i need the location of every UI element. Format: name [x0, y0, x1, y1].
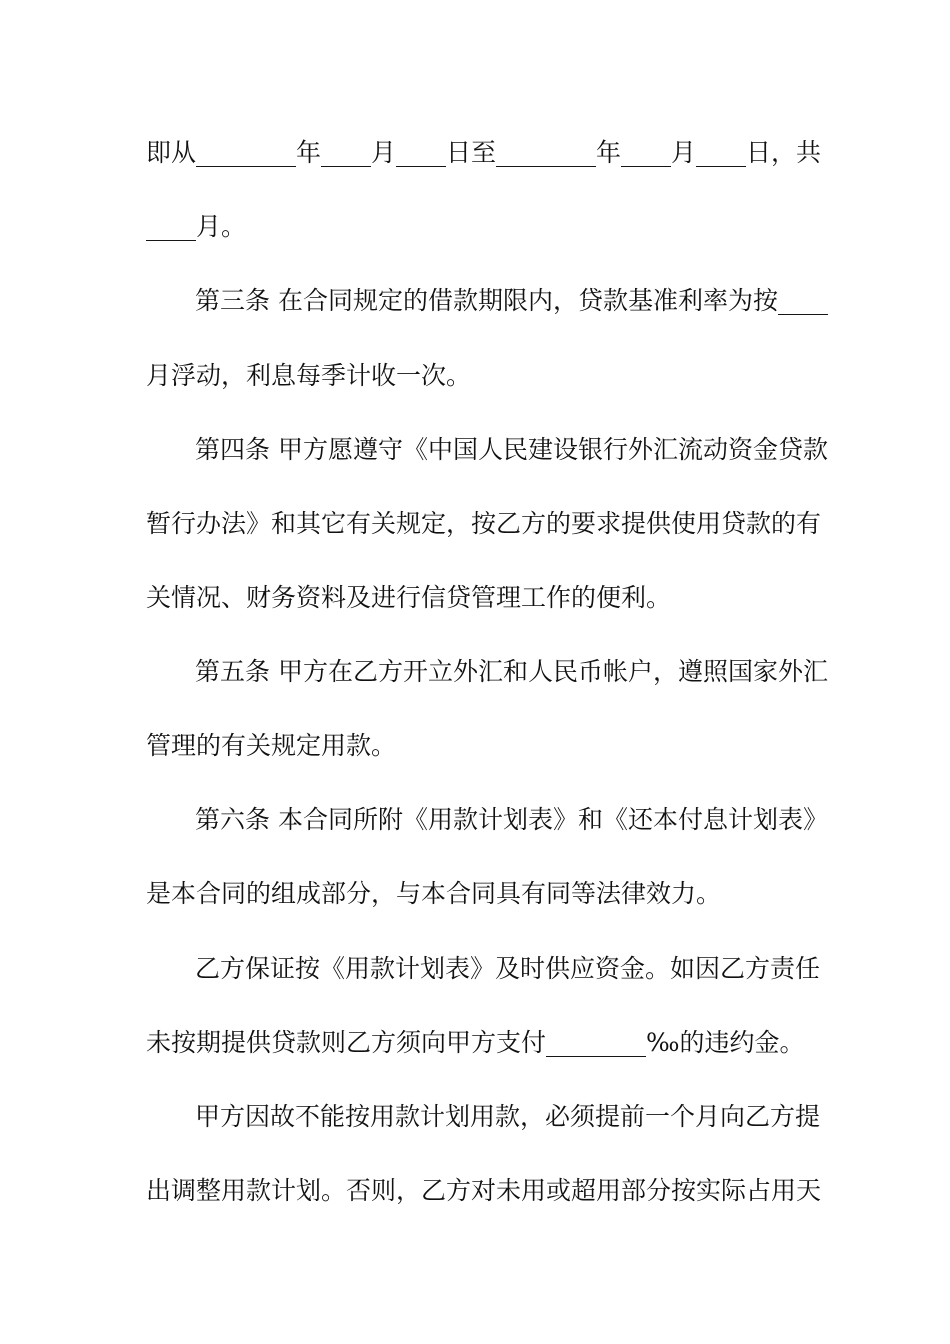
paragraph-supply-line-2: 未按期提供贷款则乙方须向甲方支付________‰的违约金。: [146, 1028, 805, 1057]
text-line-2: ____月。: [146, 212, 247, 241]
article-6-line-2: 是本合同的组成部分，与本合同具有同等法律效力。: [146, 879, 722, 908]
article-5-line-1: 第五条 甲方在乙方开立外汇和人民币帐户，遵照国家外汇: [195, 657, 828, 686]
article-3-line-1: 第三条 在合同规定的借款期限内，贷款基准利率为按____: [195, 286, 828, 315]
text-line-1: 即从________年____月____日至________年____月____日，共: [146, 138, 822, 167]
paragraph-adjust-line-1: 甲方因故不能按用款计划用款，必须提前一个月向乙方提: [195, 1102, 821, 1131]
article-3-line-2: 月浮动，利息每季计收一次。: [146, 361, 472, 390]
article-5-line-2: 管理的有关规定用款。: [146, 731, 397, 760]
article-6-line-1: 第六条 本合同所附《用款计划表》和《还本付息计划表》: [195, 805, 828, 834]
article-4-line-3: 关情况、财务资料及进行信贷管理工作的便利。: [146, 583, 672, 612]
article-4-line-1: 第四条 甲方愿遵守《中国人民建设银行外汇流动资金贷款: [195, 435, 828, 464]
article-4-line-2: 暂行办法》和其它有关规定，按乙方的要求提供使用贷款的有: [146, 509, 822, 538]
paragraph-supply-line-1: 乙方保证按《用款计划表》及时供应资金。如因乙方责任: [195, 954, 821, 983]
paragraph-adjust-line-2: 出调整用款计划。否则，乙方对未用或超用部分按实际占用天: [146, 1176, 822, 1205]
